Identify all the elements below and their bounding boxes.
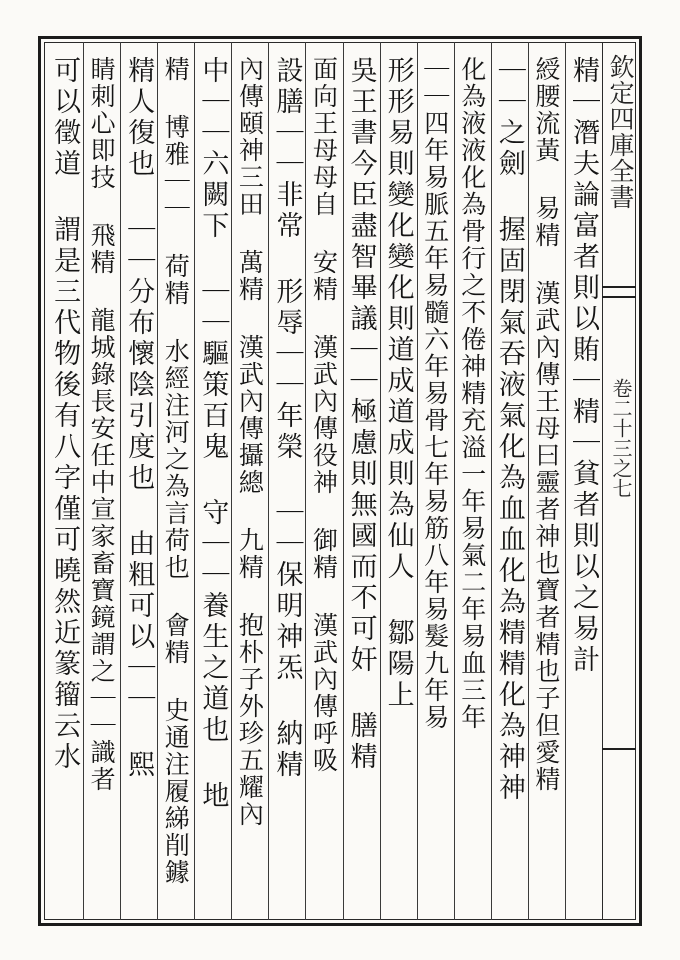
- text-column: 吳王書今臣盡智畢議｜｜極慮則無國而不可奸 膳精: [345, 56, 377, 773]
- column-rule: [194, 42, 195, 920]
- column-rule: [417, 42, 418, 920]
- text-column: 中｜｜六闕下 ｜｜驅策百鬼 守｜｜養生之道也 地: [197, 56, 229, 812]
- column-rule: [528, 42, 529, 920]
- column-rule: [268, 42, 269, 920]
- text-column: ｜｜之劍 握固閉氣吞液氣化為血血化為精精化為神神: [493, 56, 525, 804]
- text-column: 精｜潛夫論富者則以賄｜精｜貧者則以之易計: [567, 56, 599, 676]
- column-rule: [120, 42, 121, 920]
- lower-margin-rule: [602, 748, 636, 750]
- column-rule: [231, 42, 232, 920]
- column-rule: [491, 42, 492, 920]
- text-column: 面向王母母自 安精 漢武內傳役神 御精 漢武內傳呼吸: [309, 56, 339, 774]
- column-rule: [83, 42, 84, 920]
- text-column: 化為液液化為骨行之不倦神精充溢一年易氣二年易血三年: [457, 56, 487, 731]
- text-column: 精 博雅｜｜ 荷精 水經注河之為言荷也 會精 史通注履綈削鐻: [161, 56, 191, 886]
- text-column: 可以徵道 謂是三代物後有八字僅可曉然近篆籀云水: [49, 56, 81, 773]
- text-column: 綬腰流黃 易精 漢武內傳王母曰靈者神也寶者精也子但愛精: [531, 56, 561, 793]
- column-rule: [343, 42, 344, 920]
- text-column: 內傳頤神三田 萬精 漢武內傳攝總 九精 抱朴子外珍五耀內: [235, 56, 265, 828]
- column-rule: [565, 42, 566, 920]
- text-column: 形形易則變化變化則道成道成則為仙人 鄒陽上: [382, 56, 414, 711]
- text-column: 精人復也 ｜｜分布懷陰引度也 由粗可以｜｜ 熙: [123, 56, 155, 781]
- text-column: 設膳｜｜非常 形辱｜｜年榮 ｜｜保明神炁 納精: [271, 56, 303, 781]
- book-title: 欽定四庫全書: [606, 54, 635, 210]
- column-rule: [305, 42, 306, 920]
- column-rule: [157, 42, 158, 920]
- column-rule: [454, 42, 455, 920]
- volume-number: 卷二十三之七: [609, 378, 633, 498]
- text-column: ｜｜四年易脈五年易髓六年易骨七年易筋八年易髮九年易: [420, 56, 450, 731]
- column-rule: [380, 42, 381, 920]
- fish-tail-mark: [602, 286, 636, 298]
- text-column: 睛刺心即技 飛精 龍城錄長安任中宣家畜寶鏡謂之｜｜識者: [87, 56, 117, 793]
